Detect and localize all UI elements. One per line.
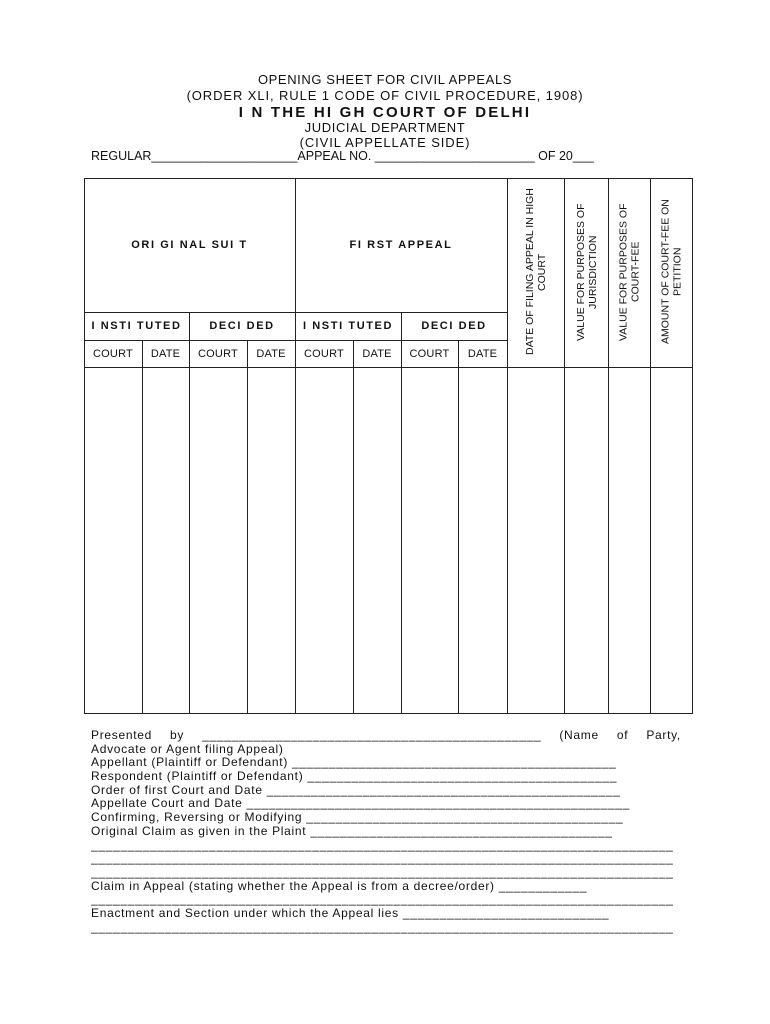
- blank-line[interactable]: _______________________________________________________________________________: [91, 852, 674, 866]
- presented-by-blank[interactable]: ______________________________________________: [202, 729, 542, 742]
- column-label: COURT: [198, 347, 238, 360]
- column-label: COURT: [304, 347, 344, 360]
- order-first-court-field[interactable]: Order of first Court and Date ________________________________________________: [91, 783, 621, 797]
- presented-label: Presented: [91, 729, 153, 742]
- jurisdiction-value-header: VALUE FOR PURPOSES OF JURISDICTION: [575, 203, 599, 341]
- enactment-field[interactable]: Enactment and Section under which the Appeal lies ____________________________: [91, 906, 610, 920]
- court-fee-amount-header: AMOUNT OF COURT-FEE ON PETITION: [659, 199, 684, 345]
- court-fee-value-header: VALUE FOR PURPOSES OF COURT-FEE: [617, 203, 642, 341]
- name-label: (Name: [559, 729, 599, 742]
- column-label: DATE: [467, 347, 498, 360]
- original-claim-field[interactable]: Original Claim as given in the Plaint _________________________________________: [91, 824, 613, 838]
- filing-date-header: DATE OF FILING APPEAL IN HIGH COURT: [524, 188, 548, 356]
- appeal-instituted-header: I NSTI TUTED: [302, 320, 394, 332]
- order-reference: (ORDER XLI, RULE 1 CODE OF CIVIL PROCEDURE, 1908): [186, 88, 584, 103]
- blank-line[interactable]: _______________________________________________________________________________: [91, 865, 674, 879]
- column-label: DATE: [256, 347, 286, 360]
- appeal-details-form: [91, 729, 681, 934]
- appellant-field[interactable]: Appellant (Plaintiff or Defendant) ____________________________________________: [91, 756, 617, 770]
- presented-by-line[interactable]: [91, 729, 681, 743]
- by-label: by: [170, 729, 185, 742]
- original-suit-header: ORI GI NAL SUI T: [131, 239, 248, 251]
- respondent-field[interactable]: Respondent (Plaintiff or Defendant) __________________________________________: [91, 770, 618, 784]
- blank-line[interactable]: _______________________________________________________________________________: [91, 838, 674, 852]
- court-name: I N THE HI GH COURT OF DELHI: [238, 104, 532, 121]
- regular-appeal-number-line[interactable]: REGULAR_____________________APPEAL NO. _______________________ OF 20___: [91, 149, 594, 163]
- appellate-court-field[interactable]: Appellate Court and Date ____________________________________________________: [91, 797, 631, 811]
- of-label: of: [616, 729, 629, 742]
- column-label: COURT: [409, 347, 450, 360]
- blank-line[interactable]: _______________________________________________________________________________: [91, 920, 674, 934]
- form-title: OPENING SHEET FOR CIVIL APPEALS: [257, 72, 513, 87]
- column-label: DATE: [362, 347, 392, 360]
- suit-decided-header: DECI DED: [209, 320, 275, 332]
- confirming-field[interactable]: Confirming, Reversing or Modifying ___________________________________________: [91, 811, 624, 825]
- claim-in-appeal-field[interactable]: Claim in Appeal (stating whether the Appeal is from a decree/order) ____________: [91, 879, 588, 893]
- appellate-side: (CIVIL APPELLATE SIDE): [299, 135, 471, 150]
- suit-instituted-header: I NSTI TUTED: [91, 320, 182, 332]
- appeal-decided-header: DECI DED: [421, 320, 487, 332]
- blank-line[interactable]: _______________________________________________________________________________: [91, 893, 674, 907]
- column-label: DATE: [150, 347, 181, 360]
- advocate-line: Advocate or Agent filing Appeal): [91, 742, 284, 756]
- column-label: COURT: [93, 347, 133, 360]
- department-name: JUDICIAL DEPARTMENT: [304, 120, 466, 135]
- party-label: Party,: [646, 729, 681, 742]
- first-appeal-header: FI RST APPEAL: [349, 239, 453, 251]
